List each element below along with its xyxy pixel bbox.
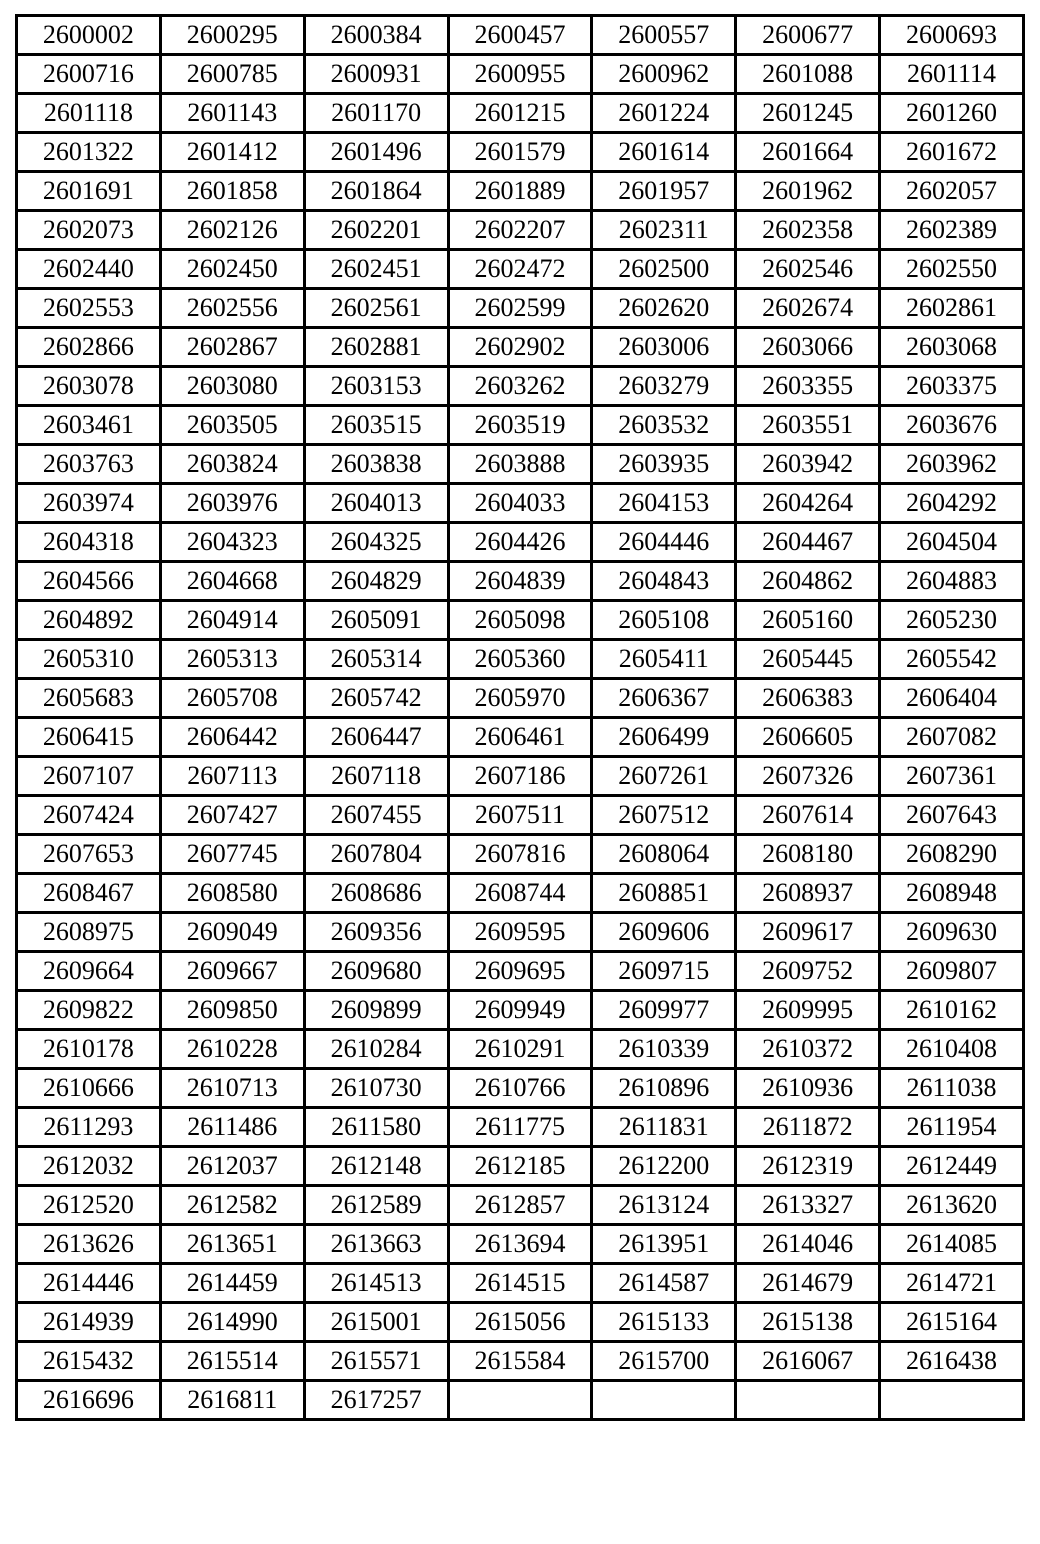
roll-number-cell: 2603153 [304, 367, 448, 406]
table-row [17, 523, 1024, 562]
roll-number-cell: 2601579 [448, 133, 592, 172]
roll-number-cell: 2610228 [160, 1030, 304, 1069]
roll-number-cell: 2607361 [880, 757, 1024, 796]
roll-number-cell: 2601412 [160, 133, 304, 172]
table-row [17, 211, 1024, 250]
roll-number-cell: 2610730 [304, 1069, 448, 1108]
roll-number-cell: 2615700 [592, 1342, 736, 1381]
roll-number-cell: 2605091 [304, 601, 448, 640]
roll-number-cell: 2604033 [448, 484, 592, 523]
roll-number-cell: 2602902 [448, 328, 592, 367]
roll-number-cell: 2608937 [736, 874, 880, 913]
roll-number-cell: 2602866 [17, 328, 161, 367]
roll-number-cell: 2613626 [17, 1225, 161, 1264]
roll-number-cell: 2609995 [736, 991, 880, 1030]
roll-number-cell: 2609595 [448, 913, 592, 952]
roll-number-cell: 2614587 [592, 1264, 736, 1303]
roll-number-cell: 2606605 [736, 718, 880, 757]
roll-number-cell: 2604467 [736, 523, 880, 562]
roll-number-cell: 2612520 [17, 1186, 161, 1225]
roll-number-cell: 2608744 [448, 874, 592, 913]
roll-number-cell: 2611872 [736, 1108, 880, 1147]
roll-number-cell: 2606415 [17, 718, 161, 757]
roll-number-cell: 2607455 [304, 796, 448, 835]
roll-number-cell: 2607326 [736, 757, 880, 796]
roll-number-cell: 2612449 [880, 1147, 1024, 1186]
roll-number-cell: 2615164 [880, 1303, 1024, 1342]
roll-number-cell: 2602620 [592, 289, 736, 328]
roll-number-cell: 2605313 [160, 640, 304, 679]
roll-number-cell: 2609356 [304, 913, 448, 952]
roll-number-cell: 2607653 [17, 835, 161, 874]
table-row [17, 1381, 1024, 1420]
roll-number-cell: 2601215 [448, 94, 592, 133]
roll-number-cell: 2603676 [880, 406, 1024, 445]
roll-number-cell: 2608180 [736, 835, 880, 874]
roll-number-cell: 2602073 [17, 211, 161, 250]
roll-number-cell: 2602201 [304, 211, 448, 250]
roll-number-cell: 2606367 [592, 679, 736, 718]
roll-number-cell: 2614721 [880, 1264, 1024, 1303]
roll-number-cell: 2601614 [592, 133, 736, 172]
roll-number-cell: 2610372 [736, 1030, 880, 1069]
roll-number-cell: 2604292 [880, 484, 1024, 523]
roll-number-cell: 2615056 [448, 1303, 592, 1342]
roll-number-cell: 2611486 [160, 1108, 304, 1147]
roll-number-cell: 2610408 [880, 1030, 1024, 1069]
roll-number-cell: 2601664 [736, 133, 880, 172]
roll-number-cell: 2600002 [17, 16, 161, 55]
roll-number-cell: 2600955 [448, 55, 592, 94]
roll-number-cell: 2612032 [17, 1147, 161, 1186]
table-row [17, 55, 1024, 94]
roll-number-cell: 2612037 [160, 1147, 304, 1186]
table-row [17, 289, 1024, 328]
empty-cell [880, 1381, 1024, 1420]
roll-number-cell: 2602389 [880, 211, 1024, 250]
roll-number-cell: 2610178 [17, 1030, 161, 1069]
table-row [17, 718, 1024, 757]
roll-number-cell: 2602599 [448, 289, 592, 328]
table-row [17, 874, 1024, 913]
roll-number-cell: 2614679 [736, 1264, 880, 1303]
roll-number-cell: 2609752 [736, 952, 880, 991]
table-row [17, 16, 1024, 55]
roll-number-cell: 2606442 [160, 718, 304, 757]
table-row [17, 1030, 1024, 1069]
roll-number-cell: 2607424 [17, 796, 161, 835]
roll-number-cell: 2610713 [160, 1069, 304, 1108]
roll-number-cell: 2600384 [304, 16, 448, 55]
roll-number-cell: 2612200 [592, 1147, 736, 1186]
roll-number-cell: 2601322 [17, 133, 161, 172]
roll-number-cell: 2602472 [448, 250, 592, 289]
roll-number-cell: 2614046 [736, 1225, 880, 1264]
roll-number-cell: 2615138 [736, 1303, 880, 1342]
roll-number-cell: 2601118 [17, 94, 161, 133]
roll-number-cell: 2601245 [736, 94, 880, 133]
roll-number-cell: 2609617 [736, 913, 880, 952]
roll-number-cell: 2612589 [304, 1186, 448, 1225]
roll-number-cell: 2600557 [592, 16, 736, 55]
roll-number-cell: 2607614 [736, 796, 880, 835]
roll-number-cell: 2603279 [592, 367, 736, 406]
roll-number-cell: 2605542 [880, 640, 1024, 679]
roll-number-cell: 2605160 [736, 601, 880, 640]
roll-number-cell: 2603519 [448, 406, 592, 445]
roll-number-cell: 2608686 [304, 874, 448, 913]
roll-number-cell: 2607512 [592, 796, 736, 835]
roll-number-cell: 2602057 [880, 172, 1024, 211]
table-row [17, 445, 1024, 484]
roll-number-cell: 2604264 [736, 484, 880, 523]
roll-number-cell: 2603942 [736, 445, 880, 484]
roll-number-cell: 2609630 [880, 913, 1024, 952]
roll-number-cell: 2610284 [304, 1030, 448, 1069]
roll-number-cell: 2601143 [160, 94, 304, 133]
roll-number-cell: 2610162 [880, 991, 1024, 1030]
roll-number-cell: 2603505 [160, 406, 304, 445]
roll-number-cell: 2614990 [160, 1303, 304, 1342]
roll-number-cell: 2603962 [880, 445, 1024, 484]
roll-number-cell: 2614459 [160, 1264, 304, 1303]
roll-number-cell: 2601864 [304, 172, 448, 211]
roll-number-cell: 2614085 [880, 1225, 1024, 1264]
roll-number-cell: 2602207 [448, 211, 592, 250]
roll-number-cell: 2603078 [17, 367, 161, 406]
roll-number-cell: 2607186 [448, 757, 592, 796]
roll-number-cell: 2603461 [17, 406, 161, 445]
roll-number-cell: 2601957 [592, 172, 736, 211]
roll-number-cell: 2606499 [592, 718, 736, 757]
roll-number-cell: 2612582 [160, 1186, 304, 1225]
roll-number-cell: 2604829 [304, 562, 448, 601]
roll-number-cell: 2609667 [160, 952, 304, 991]
roll-number-cell: 2605360 [448, 640, 592, 679]
roll-number-cell: 2601114 [880, 55, 1024, 94]
roll-number-cell: 2608467 [17, 874, 161, 913]
roll-number-cell: 2603515 [304, 406, 448, 445]
roll-number-cell: 2606447 [304, 718, 448, 757]
roll-number-cell: 2600785 [160, 55, 304, 94]
roll-number-cell: 2614513 [304, 1264, 448, 1303]
roll-number-cell: 2602861 [880, 289, 1024, 328]
table-row [17, 1303, 1024, 1342]
roll-number-cell: 2600693 [880, 16, 1024, 55]
roll-number-cell: 2602451 [304, 250, 448, 289]
roll-number-cell: 2602358 [736, 211, 880, 250]
roll-number-cell: 2609899 [304, 991, 448, 1030]
roll-number-cell: 2604892 [17, 601, 161, 640]
roll-number-cell: 2615584 [448, 1342, 592, 1381]
roll-number-cell: 2604914 [160, 601, 304, 640]
table-row [17, 1186, 1024, 1225]
roll-number-cell: 2613124 [592, 1186, 736, 1225]
roll-number-cell: 2603080 [160, 367, 304, 406]
roll-number-cell: 2613951 [592, 1225, 736, 1264]
roll-number-cell: 2601088 [736, 55, 880, 94]
roll-number-cell: 2609680 [304, 952, 448, 991]
roll-number-cell: 2601672 [880, 133, 1024, 172]
roll-number-cell: 2609850 [160, 991, 304, 1030]
roll-number-table [15, 14, 1025, 1421]
table-row [17, 757, 1024, 796]
roll-number-cell: 2600295 [160, 16, 304, 55]
roll-number-cell: 2612319 [736, 1147, 880, 1186]
roll-number-cell: 2609695 [448, 952, 592, 991]
roll-number-cell: 2607107 [17, 757, 161, 796]
table-row [17, 679, 1024, 718]
roll-number-cell: 2608580 [160, 874, 304, 913]
roll-number-cell: 2603355 [736, 367, 880, 406]
roll-number-cell: 2602674 [736, 289, 880, 328]
roll-number-cell: 2613620 [880, 1186, 1024, 1225]
roll-number-cell: 2602450 [160, 250, 304, 289]
roll-number-cell: 2609049 [160, 913, 304, 952]
roll-number-cell: 2601962 [736, 172, 880, 211]
roll-number-cell: 2604426 [448, 523, 592, 562]
roll-number-cell: 2608290 [880, 835, 1024, 874]
roll-number-cell: 2600677 [736, 16, 880, 55]
roll-number-cell: 2612185 [448, 1147, 592, 1186]
roll-number-cell: 2611954 [880, 1108, 1024, 1147]
roll-number-cell: 2608948 [880, 874, 1024, 913]
roll-number-cell: 2603824 [160, 445, 304, 484]
roll-number-cell: 2607427 [160, 796, 304, 835]
roll-number-cell: 2605230 [880, 601, 1024, 640]
roll-number-cell: 2604839 [448, 562, 592, 601]
roll-number-cell: 2605970 [448, 679, 592, 718]
roll-number-cell: 2616438 [880, 1342, 1024, 1381]
table-row [17, 952, 1024, 991]
roll-number-cell: 2609949 [448, 991, 592, 1030]
roll-number-cell: 2613694 [448, 1225, 592, 1264]
roll-number-cell: 2607082 [880, 718, 1024, 757]
roll-number-cell: 2605314 [304, 640, 448, 679]
roll-number-cell: 2604883 [880, 562, 1024, 601]
roll-number-cell: 2604446 [592, 523, 736, 562]
roll-number-cell: 2615571 [304, 1342, 448, 1381]
roll-number-cell: 2615514 [160, 1342, 304, 1381]
roll-number-cell: 2604668 [160, 562, 304, 601]
roll-number-cell: 2607511 [448, 796, 592, 835]
roll-number-cell: 2611775 [448, 1108, 592, 1147]
roll-number-cell: 2612148 [304, 1147, 448, 1186]
empty-cell [736, 1381, 880, 1420]
roll-number-cell: 2603551 [736, 406, 880, 445]
roll-number-cell: 2604862 [736, 562, 880, 601]
roll-number-cell: 2606383 [736, 679, 880, 718]
roll-number-cell: 2602867 [160, 328, 304, 367]
roll-number-cell: 2603066 [736, 328, 880, 367]
roll-number-cell: 2614515 [448, 1264, 592, 1303]
roll-number-cell: 2612857 [448, 1186, 592, 1225]
roll-number-cell: 2617257 [304, 1381, 448, 1420]
roll-number-cell: 2605098 [448, 601, 592, 640]
roll-number-cell: 2603532 [592, 406, 736, 445]
roll-number-cell: 2610339 [592, 1030, 736, 1069]
table-row [17, 1108, 1024, 1147]
roll-number-cell: 2600457 [448, 16, 592, 55]
roll-number-cell: 2605445 [736, 640, 880, 679]
roll-number-cell: 2608975 [17, 913, 161, 952]
roll-number-cell: 2605411 [592, 640, 736, 679]
roll-number-cell: 2604843 [592, 562, 736, 601]
table-row [17, 367, 1024, 406]
table-row [17, 601, 1024, 640]
roll-number-cell: 2606461 [448, 718, 592, 757]
roll-number-cell: 2615001 [304, 1303, 448, 1342]
roll-number-cell: 2607261 [592, 757, 736, 796]
empty-cell [592, 1381, 736, 1420]
roll-number-cell: 2605683 [17, 679, 161, 718]
roll-number-cell: 2611293 [17, 1108, 161, 1147]
roll-number-cell: 2607804 [304, 835, 448, 874]
roll-number-cell: 2605742 [304, 679, 448, 718]
table-row [17, 1264, 1024, 1303]
roll-number-cell: 2607745 [160, 835, 304, 874]
roll-number-cell: 2609807 [880, 952, 1024, 991]
roll-number-cell: 2611831 [592, 1108, 736, 1147]
roll-number-cell: 2602546 [736, 250, 880, 289]
roll-number-cell: 2604325 [304, 523, 448, 562]
roll-number-cell: 2601889 [448, 172, 592, 211]
table-row [17, 1225, 1024, 1264]
roll-number-cell: 2608851 [592, 874, 736, 913]
roll-number-cell: 2609822 [17, 991, 161, 1030]
roll-number-cell: 2615133 [592, 1303, 736, 1342]
roll-number-cell: 2603763 [17, 445, 161, 484]
table-row [17, 328, 1024, 367]
roll-number-cell: 2601858 [160, 172, 304, 211]
roll-number-cell: 2610291 [448, 1030, 592, 1069]
roll-number-cell: 2602126 [160, 211, 304, 250]
table-row [17, 991, 1024, 1030]
roll-number-cell: 2610896 [592, 1069, 736, 1108]
table-row [17, 562, 1024, 601]
roll-number-cell: 2607816 [448, 835, 592, 874]
table-row [17, 835, 1024, 874]
table-row [17, 484, 1024, 523]
roll-number-cell: 2614446 [17, 1264, 161, 1303]
roll-number-cell: 2602311 [592, 211, 736, 250]
roll-number-cell: 2602556 [160, 289, 304, 328]
roll-number-cell: 2601170 [304, 94, 448, 133]
roll-number-cell: 2611580 [304, 1108, 448, 1147]
roll-number-cell: 2604318 [17, 523, 161, 562]
roll-number-cell: 2616811 [160, 1381, 304, 1420]
table-row [17, 1069, 1024, 1108]
roll-number-cell: 2603974 [17, 484, 161, 523]
roll-number-cell: 2602881 [304, 328, 448, 367]
roll-number-cell: 2603976 [160, 484, 304, 523]
roll-number-cell: 2607118 [304, 757, 448, 796]
roll-number-cell: 2613327 [736, 1186, 880, 1225]
roll-number-cell: 2604153 [592, 484, 736, 523]
roll-number-cell: 2602440 [17, 250, 161, 289]
roll-number-cell: 2611038 [880, 1069, 1024, 1108]
roll-number-cell: 2603838 [304, 445, 448, 484]
roll-number-cell: 2601691 [17, 172, 161, 211]
roll-number-cell: 2610766 [448, 1069, 592, 1108]
roll-number-cell: 2608064 [592, 835, 736, 874]
table-row [17, 406, 1024, 445]
roll-number-cell: 2603375 [880, 367, 1024, 406]
roll-number-cell: 2601496 [304, 133, 448, 172]
roll-number-cell: 2609715 [592, 952, 736, 991]
roll-number-cell: 2604566 [17, 562, 161, 601]
roll-number-cell: 2603068 [880, 328, 1024, 367]
roll-number-cell: 2600962 [592, 55, 736, 94]
roll-number-cell: 2607643 [880, 796, 1024, 835]
empty-cell [448, 1381, 592, 1420]
table-row [17, 796, 1024, 835]
roll-number-cell: 2613651 [160, 1225, 304, 1264]
roll-number-cell: 2603006 [592, 328, 736, 367]
roll-number-cell: 2600931 [304, 55, 448, 94]
roll-number-cell: 2605108 [592, 601, 736, 640]
table-row [17, 94, 1024, 133]
table-row [17, 133, 1024, 172]
roll-number-cell: 2603888 [448, 445, 592, 484]
roll-number-cell: 2605708 [160, 679, 304, 718]
table-row [17, 913, 1024, 952]
table-row [17, 1342, 1024, 1381]
roll-number-cell: 2609606 [592, 913, 736, 952]
roll-number-cell: 2602500 [592, 250, 736, 289]
roll-number-cell: 2607113 [160, 757, 304, 796]
roll-number-cell: 2610936 [736, 1069, 880, 1108]
roll-number-cell: 2603262 [448, 367, 592, 406]
roll-number-table-body [17, 16, 1024, 1420]
roll-number-cell: 2602561 [304, 289, 448, 328]
roll-number-cell: 2604323 [160, 523, 304, 562]
roll-number-cell: 2609664 [17, 952, 161, 991]
roll-number-cell: 2616067 [736, 1342, 880, 1381]
roll-number-cell: 2616696 [17, 1381, 161, 1420]
table-row [17, 250, 1024, 289]
table-row [17, 640, 1024, 679]
roll-number-cell: 2615432 [17, 1342, 161, 1381]
roll-number-cell: 2610666 [17, 1069, 161, 1108]
roll-number-cell: 2609977 [592, 991, 736, 1030]
roll-number-cell: 2614939 [17, 1303, 161, 1342]
roll-number-cell: 2601224 [592, 94, 736, 133]
roll-number-cell: 2606404 [880, 679, 1024, 718]
roll-number-cell: 2605310 [17, 640, 161, 679]
roll-number-cell: 2600716 [17, 55, 161, 94]
roll-number-cell: 2603935 [592, 445, 736, 484]
roll-number-cell: 2613663 [304, 1225, 448, 1264]
roll-number-cell: 2604504 [880, 523, 1024, 562]
table-row [17, 172, 1024, 211]
roll-number-cell: 2601260 [880, 94, 1024, 133]
table-row [17, 1147, 1024, 1186]
roll-number-cell: 2604013 [304, 484, 448, 523]
roll-number-cell: 2602553 [17, 289, 161, 328]
roll-number-cell: 2602550 [880, 250, 1024, 289]
